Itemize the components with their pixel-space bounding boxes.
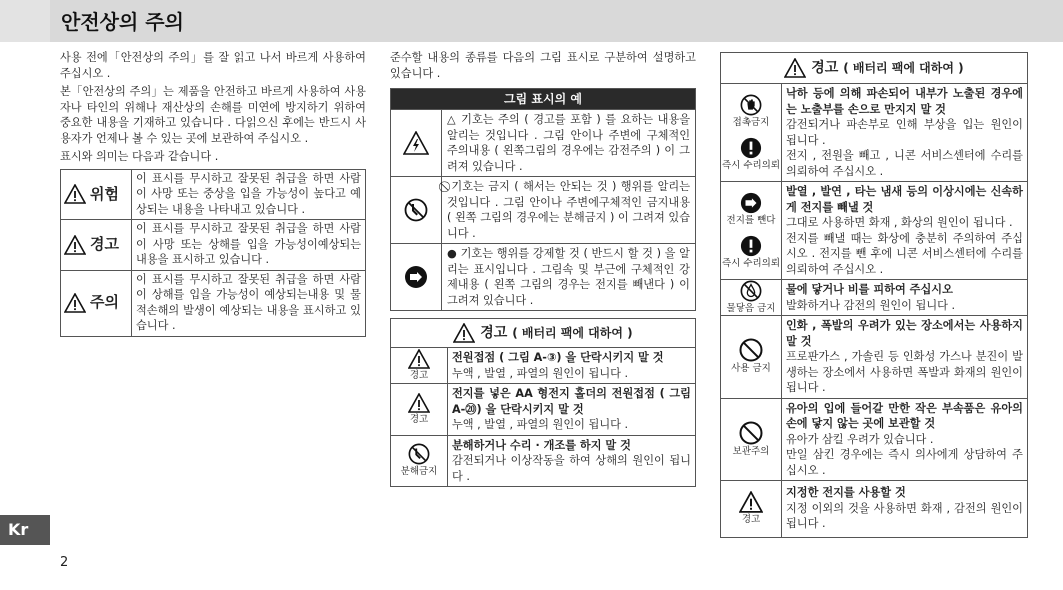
warning-title: 경고 bbox=[480, 325, 508, 341]
level-label: 위험 bbox=[90, 184, 119, 203]
warning-item bbox=[782, 182, 1028, 280]
table-row bbox=[721, 481, 1028, 538]
table-row bbox=[391, 244, 696, 311]
symbols-column bbox=[390, 50, 696, 487]
warning-item-title: 물에 닿거나 비를 피하여 주십시오 bbox=[786, 283, 953, 296]
level-label: 주의 bbox=[90, 293, 119, 312]
warning-subtitle: ( 배터리 팩에 대하여 ) bbox=[512, 326, 633, 340]
header-bar bbox=[50, 0, 1063, 42]
warning-item-text: 프로판가스 , 가솔린 등 인화성 가스나 분진이 발생하는 장소에서 사용하면 폭발과 화재의 원인이 됩니다 . bbox=[786, 350, 1023, 394]
no-disassembly-icon bbox=[408, 449, 430, 460]
table-row bbox=[61, 270, 366, 336]
table-row bbox=[391, 177, 696, 244]
table-row bbox=[721, 398, 1028, 481]
symbols-heading: 그림 표시의 예 bbox=[391, 89, 696, 110]
icon-caption: 즉시 수리의뢰 bbox=[721, 257, 781, 269]
warning-item-title: 전지를 넣은 AA 형전지 홀더의 전원접점 ( 그림 A-⑳) 을 단락시키지 말 것 bbox=[452, 387, 691, 416]
warning-electric-icon bbox=[391, 110, 442, 177]
intro-paragraph: 사용 전에「안전상의 주의」를 잘 읽고 나서 바르게 사용하여 주십시오 . bbox=[60, 51, 366, 80]
warning-heading bbox=[721, 53, 1028, 84]
warning-item bbox=[782, 316, 1028, 399]
warning-icon bbox=[408, 354, 430, 365]
warning-item-text: 전지 , 전원을 빼고 , 니콘 서비스센터에 수리를 의뢰하여 주십시오 . bbox=[786, 149, 1023, 178]
table-row bbox=[721, 280, 1028, 316]
warning-item bbox=[448, 384, 696, 436]
icon-caption: 분해금지 bbox=[400, 466, 438, 478]
warning-item-title: 발열 , 발연 , 타는 냄새 등의 이상시에는 신속하게 전지를 빼낼 것 bbox=[786, 185, 1023, 214]
table-row bbox=[721, 84, 1028, 182]
warning-icon bbox=[64, 238, 86, 251]
warning-item-title: 분해하거나 수리 · 개조를 하지 말 것 bbox=[452, 438, 631, 452]
warning-item-text: 그대로 사용하면 화재 , 화상의 원인이 됩니다 . bbox=[786, 216, 1013, 229]
page-title: 안전상의 주의 bbox=[61, 10, 184, 34]
icon-cell bbox=[721, 182, 782, 280]
no-disassembly-icon bbox=[391, 177, 442, 244]
warning-item bbox=[782, 481, 1028, 538]
warning-item-title: 유아의 입에 들어갈 만한 작은 부속품은 유아의 손에 닿지 않는 곳에 보관할 것 bbox=[786, 401, 1023, 430]
intro-paragraph: 표시와 의미는 다음과 같습니다 . bbox=[60, 150, 219, 163]
icon-cell bbox=[721, 481, 782, 538]
page-number: 2 bbox=[60, 555, 69, 570]
warning-icon bbox=[784, 60, 806, 76]
table-row bbox=[391, 384, 696, 436]
warning-item-title: 낙하 등에 의해 파손되어 내부가 노출된 경우에는 노출부를 손으로 만지지 말 것 bbox=[786, 87, 1023, 116]
icon-caption: 경고 bbox=[409, 413, 429, 425]
icon-cell bbox=[721, 398, 782, 481]
warning-item-text: 감전되거나 파손부로 인해 부상을 입는 원인이 됩니다 . bbox=[786, 118, 1023, 147]
icon-caption: 보관주의 bbox=[732, 445, 770, 457]
intro-column bbox=[60, 50, 366, 337]
warning-item-text: 감전되거나 이상작동을 하여 상해의 원인이 됩니다 . bbox=[452, 454, 691, 483]
warning-icon bbox=[64, 296, 86, 309]
prohibited-icon bbox=[739, 427, 763, 438]
mandatory-icon bbox=[740, 142, 762, 153]
no-water-icon bbox=[740, 286, 762, 297]
remove-battery-icon bbox=[391, 244, 442, 311]
table-row bbox=[721, 182, 1028, 280]
icon-cell bbox=[721, 84, 782, 182]
symbol-examples-table bbox=[390, 88, 696, 311]
level-icon-cell bbox=[61, 270, 132, 336]
table-row bbox=[721, 316, 1028, 399]
level-icon-cell bbox=[61, 169, 132, 220]
warning-icon bbox=[64, 187, 86, 200]
table-row bbox=[391, 435, 696, 487]
warning-item bbox=[782, 398, 1028, 481]
warning-icon bbox=[408, 397, 430, 408]
symbol-description: △ 기호는 주의 ( 경고를 포함 ) 를 요하는 내용을 알리는 것입니다 . 그림 안이나 주변에 구체적인 주의내용 ( 왼쪽그림의 경우에는 감전주의 ) 이 그려져 있습니다 . bbox=[442, 110, 696, 177]
warning-item bbox=[448, 435, 696, 487]
battery-warning-table bbox=[390, 318, 696, 487]
icon-caption: 사용 금지 bbox=[731, 363, 771, 375]
warning-item-title: 전원접점 ( 그림 A-③) 을 단락시키지 말 것 bbox=[452, 351, 664, 364]
icon-caption: 즉시 수리의뢰 bbox=[721, 159, 781, 171]
no-touch-icon bbox=[740, 99, 762, 110]
icon-caption: 경고 bbox=[741, 514, 761, 526]
warning-item-text: 유아가 삼킬 우려가 있습니다 . bbox=[786, 432, 934, 446]
warning-item bbox=[782, 280, 1028, 316]
icon-cell bbox=[391, 384, 448, 436]
intro-paragraph: 본「안전상의 주의」는 제품을 안전하고 바르게 사용하여 사용자나 타인의 위해나 재산상의 손해를 미연에 방지하기 위하여 중요한 내용을 기재하고 있습니다 . 다읽으신 후에는 반드시 사용자가 언제나 볼 수 있는 곳에 보관하여 주십시오 . bbox=[60, 85, 366, 145]
icon-cell bbox=[391, 348, 448, 384]
warning-title: 경고 bbox=[811, 60, 839, 76]
icon-cell bbox=[721, 280, 782, 316]
icon-cell bbox=[391, 435, 448, 487]
level-text: 이 표시를 무시하고 잘못된 취급을 하면 사람이 사망 또는 중상을 입을 가능성이 높다고 예상되는 내용을 나타내고 있습니다 . bbox=[132, 169, 366, 220]
warning-item-text: 누액 , 발열 , 파열의 원인이 됩니다 . bbox=[452, 366, 629, 380]
symbol-description: ⃠ 기호는 금지 ( 해서는 안되는 것 ) 행위를 알리는 것입니다 . 그림 안이나 주변에구체적인 금지내용 ( 왼쪽 그림의 경우에는 분해금지 ) 이 그려져 있습니다 . bbox=[442, 177, 696, 244]
warning-item-text: 지정 이외의 것을 사용하면 화재 , 감전의 원인이 됩니다 . bbox=[786, 501, 1023, 530]
warning-item-text: 발화하거나 감전의 원인이 됩니다 . bbox=[786, 298, 956, 312]
language-tab: Kr bbox=[0, 515, 50, 545]
symbols-intro: 준수할 내용의 종류를 다음의 그림 표시로 구분하여 설명하고 있습니다 . bbox=[390, 51, 696, 80]
battery-warning-table bbox=[720, 52, 1028, 538]
warning-item-text: 전지를 빼낼 때는 화상에 충분히 주의하여 주십시오 . 전지를 뺀 후에 니콘 서비스센터에 수리를 의뢰하여 주십시오 . bbox=[786, 231, 1023, 276]
icon-caption: 전지를 뺀다 bbox=[726, 214, 776, 226]
right-warning-column bbox=[720, 52, 1028, 538]
level-text: 이 표시를 무시하고 잘못된 취급을 하면 사람이 상해를 입을 가능성이 예상되는내용 및 물적손해의 발생이 예상되는 내용을 표시하고 있습니다 . bbox=[132, 270, 366, 336]
warning-heading bbox=[391, 319, 696, 348]
level-text: 이 표시를 무시하고 잘못된 취급을 하면 사람이 사망 또는 상해를 입을 가능성이예상되는 내용을 표시하고 있습니다 . bbox=[132, 220, 366, 271]
icon-caption: 접촉금지 bbox=[732, 116, 770, 128]
table-row bbox=[61, 220, 366, 271]
warning-item bbox=[782, 84, 1028, 182]
warning-item bbox=[448, 348, 696, 384]
mandatory-icon bbox=[740, 240, 762, 251]
level-icon-cell bbox=[61, 220, 132, 271]
warning-subtitle: ( 배터리 팩에 대하여 ) bbox=[843, 61, 964, 75]
warning-item-title: 지정한 전지를 사용할 것 bbox=[786, 486, 906, 499]
prohibited-icon bbox=[739, 345, 763, 356]
icon-cell bbox=[721, 316, 782, 399]
signal-word-table bbox=[60, 169, 366, 337]
warning-item-title: 인화 , 폭발의 우려가 있는 장소에서는 사용하지 말 것 bbox=[786, 319, 1023, 348]
level-label: 경고 bbox=[90, 235, 119, 253]
warning-item-text: 누액 , 발열 , 파열의 원인이 됩니다 . bbox=[452, 418, 629, 431]
warning-icon bbox=[453, 325, 475, 341]
icon-caption: 물닿음 금지 bbox=[726, 303, 776, 314]
warning-icon bbox=[739, 497, 763, 508]
symbol-description: ● 기호는 행위를 강제할 것 ( 반드시 할 것 ) 을 알리는 표시입니다 . 그림속 및 부근에 구체적인 강제내용 ( 왼쪽 그림의 경우는 전지를 빼낸다 ) 이 그려져 있습니다 . bbox=[442, 244, 696, 311]
table-row bbox=[391, 348, 696, 384]
icon-caption: 경고 bbox=[409, 370, 429, 381]
remove-battery-icon bbox=[740, 197, 762, 208]
warning-item-text: 만일 삼킨 경우에는 즉시 의사에게 상담하여 주십시오 . bbox=[786, 448, 1023, 477]
table-row bbox=[61, 169, 366, 220]
table-row bbox=[391, 110, 696, 177]
